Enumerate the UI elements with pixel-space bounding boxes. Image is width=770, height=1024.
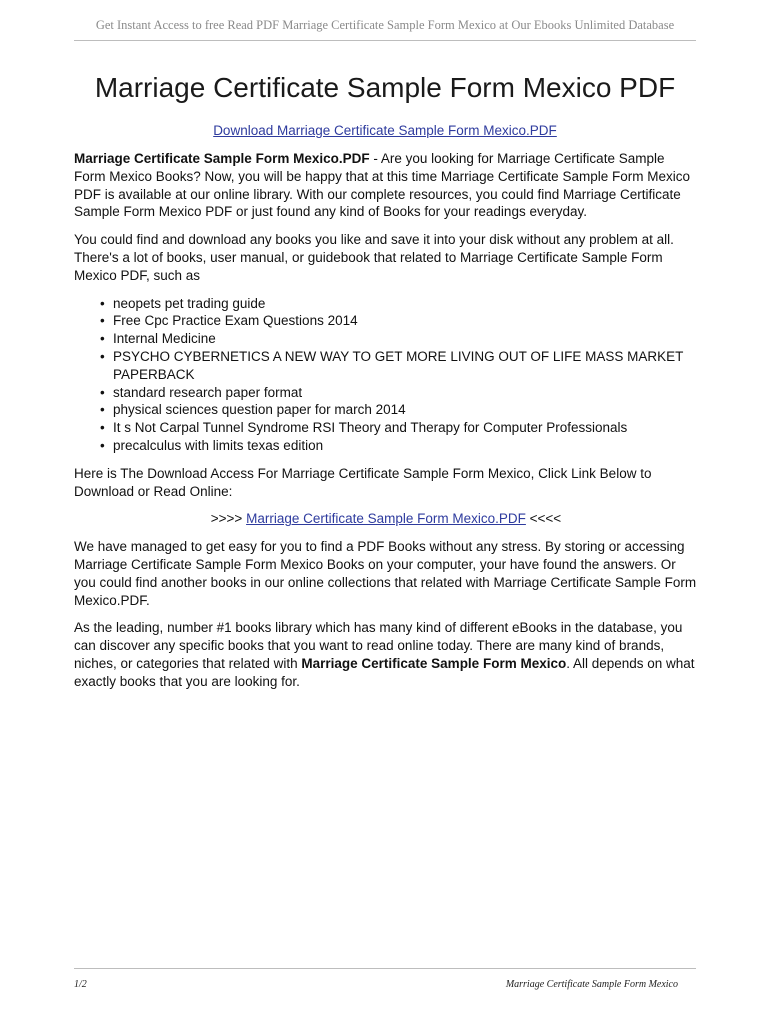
list-item: • physical sciences question paper for march 2014 <box>113 401 698 419</box>
access-link-prefix: >>>> <box>210 511 247 527</box>
library-paragraph <box>74 619 698 690</box>
download-link[interactable]: Download Marriage Certificate Sample Form Mexico.PDF <box>213 123 557 138</box>
related-books-list <box>74 295 698 455</box>
storage-paragraph: We have managed to get easy for you to find a PDF Books without any stress. By storing or accessing Marriage Certificate Sample Form Mexico Books on your computer, your have found the answers. Or you could find another books in our online collections that related with Marriage Certificate Sample Form Mexico.PDF. <box>74 539 697 608</box>
list-item: • standard research paper format <box>113 384 698 402</box>
list-item: • Internal Medicine <box>113 330 698 348</box>
list-item: • precalculus with limits texas edition <box>113 437 698 455</box>
library-text-before: As the leading, number #1 books library which has many kind of different eBooks in the database, you can discover any specific books that you want to read online today. There are many kind of brands, niches, or categories that related with <box>74 620 683 671</box>
list-item: • It s Not Carpal Tunnel Syndrome RSI Theory and Therapy for Computer Professionals <box>113 419 698 437</box>
related-books-paragraph: You could find and download any books you like and save it into your disk without any problem at all. There's a lot of books, user manual, or guidebook that related to Marriage Certificate Sample Form Mexico PDF, such as <box>74 232 674 283</box>
library-text-after: . All depends on what exactly books that you are looking for. <box>74 655 695 689</box>
intro-paragraph <box>74 150 698 221</box>
intro-bold-title: Marriage Certificate Sample Form Mexico.PDF <box>74 151 370 166</box>
list-item: • neopets pet trading guide <box>113 295 698 313</box>
page-footer <box>74 968 696 990</box>
library-bold-title: Marriage Certificate Sample Form Mexico <box>301 655 567 671</box>
access-link-line <box>74 510 698 528</box>
list-item: • Free Cpc Practice Exam Questions 2014 <box>113 312 698 330</box>
download-link-container <box>0 122 770 140</box>
access-link[interactable]: Marriage Certificate Sample Form Mexico.PDF <box>246 511 526 527</box>
page-header: Get Instant Access to free Read PDF Marriage Certificate Sample Form Mexico at Our Ebooks Unlimited Database <box>74 16 696 41</box>
intro-text: - Are you looking for Marriage Certificate Sample Form Mexico Books? Now, you will be happy that at this time Marriage Certificate Sample Form Mexico PDF is available at our online library. With our complete resources, you could find Marriage Certificate Sample Form Mexico PDF or just found any kind of Books for your readings everyday. <box>74 151 690 220</box>
footer-title: Marriage Certificate Sample Form Mexico <box>505 979 678 990</box>
access-link-suffix: <<<< <box>525 511 562 527</box>
document-title: Marriage Certificate Sample Form Mexico PDF <box>94 72 676 103</box>
document-body <box>74 150 698 701</box>
list-item: • PSYCHO CYBERNETICS A NEW WAY TO GET MORE LIVING OUT OF LIFE MASS MARKET PAPERBACK <box>113 348 698 384</box>
page-number: 1/2 <box>74 979 87 990</box>
access-paragraph: Here is The Download Access For Marriage Certificate Sample Form Mexico, Click Link Below to Download or Read Online: <box>74 465 652 499</box>
